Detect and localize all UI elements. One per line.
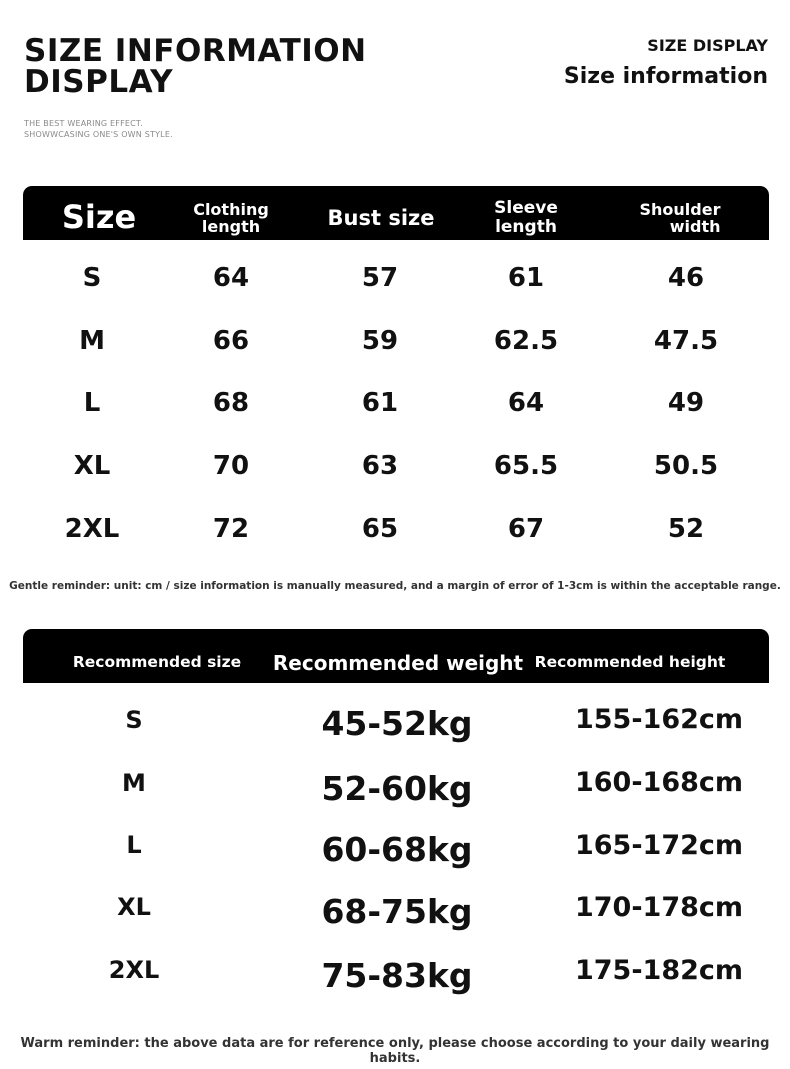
- recommend-height-cell: 175-182cm: [574, 955, 744, 986]
- clothing-length-header-line1: Clothing: [193, 200, 269, 219]
- size-cell: 2XL: [64, 514, 120, 544]
- tagline-line1: THE BEST WEARING EFFECT.: [24, 119, 143, 128]
- recommend-height-cell: 160-168cm: [574, 767, 744, 798]
- recommend-height-cell: 170-178cm: [574, 892, 744, 923]
- size-table-header-size: [62, 199, 136, 235]
- page-title-line2: DISPLAY: [24, 64, 174, 100]
- clothing-length-cell: 66: [212, 326, 250, 356]
- shoulder-width-header-line2: width: [669, 217, 721, 236]
- recommend-height-cell: 165-172cm: [574, 830, 744, 861]
- recommended-height-header: Recommended height: [534, 653, 726, 671]
- size-cell: M: [79, 326, 105, 356]
- shoulder-width-cell: 47.5: [653, 326, 719, 356]
- recommend-size-cell: XL: [117, 893, 151, 921]
- sleeve-length-cell: 61: [507, 263, 545, 293]
- bust-size-cell: 61: [361, 388, 399, 418]
- recommend-size-cell: 2XL: [108, 956, 160, 984]
- size-table-header-clothing-length: [193, 201, 269, 235]
- shoulder-width-cell: 49: [667, 388, 705, 418]
- recommend-size-cell: L: [126, 831, 142, 859]
- clothing-length-cell: 64: [212, 263, 250, 293]
- clothing-length-cell: 70: [212, 451, 250, 481]
- clothing-length-cell: 68: [212, 388, 250, 418]
- size-display-label: SIZE DISPLAY: [647, 36, 768, 55]
- warm-reminder-note: Warm reminder: the above data are for reference only, please choose according to your daily wearing habits.: [20, 1036, 770, 1066]
- recommend-weight-cell: 60-68kg: [321, 830, 473, 869]
- shoulder-width-header-line1: Shoulder: [639, 200, 721, 219]
- sleeve-length-cell: 62.5: [493, 326, 559, 356]
- sleeve-length-cell: 65.5: [493, 451, 559, 481]
- clothing-length-header-line2: length: [201, 217, 261, 236]
- recommend-weight-cell: 45-52kg: [321, 704, 473, 743]
- recommend-weight-cell: 68-75kg: [321, 892, 473, 931]
- recommended-size-header: Recommended size: [72, 653, 242, 671]
- size-information-subtitle: Size information: [563, 64, 768, 89]
- size-cell: L: [83, 388, 101, 418]
- recommended-weight-header: Recommended weight: [272, 651, 524, 675]
- recommend-height-cell: 155-162cm: [574, 704, 744, 735]
- tagline-line2: SHOWWCASING ONE'S OWN STYLE.: [24, 130, 173, 139]
- bust-size-cell: 57: [361, 263, 399, 293]
- size-table-header-sleeve-length: [494, 199, 558, 237]
- shoulder-width-cell: 46: [667, 263, 705, 293]
- bust-size-cell: 63: [361, 451, 399, 481]
- shoulder-width-cell: 52: [667, 514, 705, 544]
- recommend-weight-cell: 52-60kg: [321, 769, 473, 808]
- size-cell: S: [82, 263, 102, 293]
- recommend-size-cell: M: [122, 769, 146, 797]
- sleeve-length-header-line2: length: [495, 217, 557, 237]
- bust-size-header-label: Bust size: [327, 206, 435, 230]
- page-title-line1: SIZE INFORMATION: [24, 33, 367, 69]
- sleeve-length-cell: 67: [507, 514, 545, 544]
- size-table-header-shoulder-width: [640, 201, 721, 235]
- size-header-label: Size: [61, 198, 137, 236]
- page-title: [24, 33, 384, 100]
- sleeve-length-cell: 64: [507, 388, 545, 418]
- recommend-size-cell: S: [125, 706, 143, 734]
- size-cell: XL: [73, 451, 111, 481]
- shoulder-width-cell: 50.5: [653, 451, 719, 481]
- gentle-reminder-note: Gentle reminder: unit: cm / size information is manually measured, and a margin of error of 1-3cm is within the acceptable range.: [9, 580, 781, 592]
- bust-size-cell: 59: [361, 326, 399, 356]
- bust-size-cell: 65: [361, 514, 399, 544]
- recommend-weight-cell: 75-83kg: [321, 956, 473, 995]
- clothing-length-cell: 72: [212, 514, 250, 544]
- sleeve-length-header-line1: Sleeve: [494, 198, 558, 218]
- size-table-header-bust-size: [328, 206, 435, 230]
